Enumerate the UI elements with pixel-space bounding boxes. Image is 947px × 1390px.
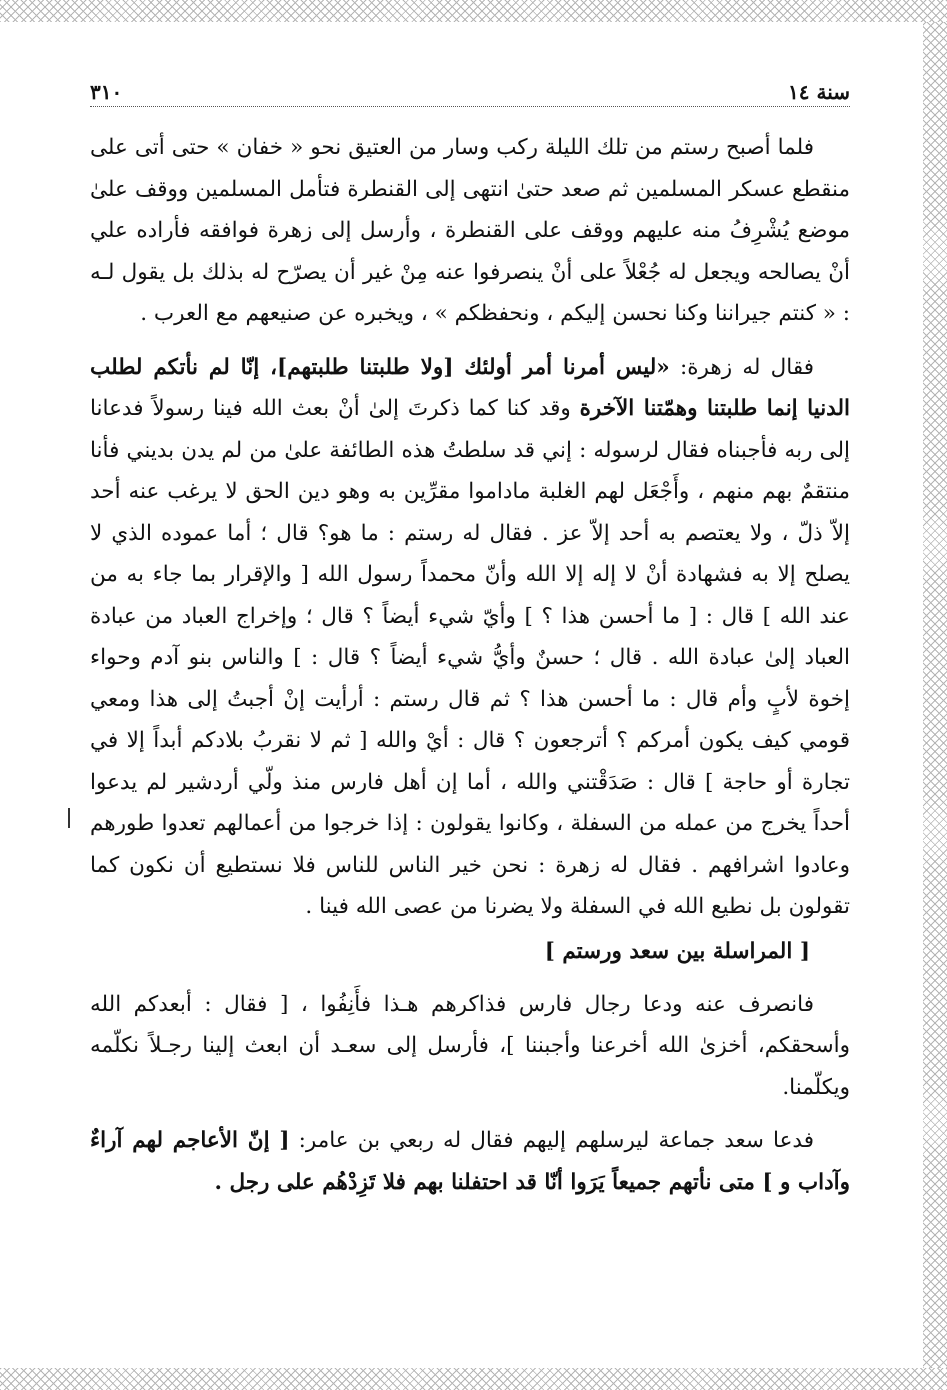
decorative-border-right	[923, 22, 947, 1368]
decorative-border-top	[0, 0, 947, 22]
paragraph-4-bold: [ إنّ الأعاجم لهم آراءٌ وآداب و ] متى نأتهم جميعاً يَرَوا أنّا قد احتفلنا بهم فلا تَزِدْهُم على رجل .	[90, 1128, 850, 1195]
book-page	[90, 80, 850, 1215]
paragraph-4-lead: فدعا سعد جماعة ليرسلهم إليهم فقال له ربعي بن عامر:	[289, 1128, 814, 1153]
paragraph-4	[90, 1120, 850, 1203]
page-number: ٣١٠	[90, 80, 123, 104]
paragraph-2-bold: «ليس أمرنا أمر أولئك [ولا طلبتنا طلبتهم]، إنّا لم نأتكم لطلب الدنيا إنما طلبتنا وهمّتنا الآخرة	[90, 354, 850, 421]
paragraph-2	[90, 347, 850, 928]
paragraph-2-lead: فقال له زهرة:	[680, 354, 814, 380]
paragraph-2-rest: وقد كنا كما ذكرتَ إلىٰ أنْ بعث الله فينا رسولاً فدعانا إلى ربه فأجبناه فقال لرسوله : إني قد سلطتُ هذه الطائفة علىٰ من لم يدن بديني فأنا منتقمٌ بهم منهم ، وأَجْعَل لهم الغلبة ماداموا مقرِّين به وهو دين الحق لا يرغب عنه أحد إلاّ ذلّ ، ولا يعتصم به أحد إلاّ عز . فقال له رستم : ما هو؟ قال ؛ أما عموده الذي لا يصلح إلا به فشهادة أنْ لا إله إلا الله وأنّ محمداً رسول الله [ والإقرار بما جاء به من عند الله ] قال : [ ما أحسن هذا ؟ ] وأيّ شيء أيضاً ؟ قال ؛ وإخراج العباد من عبادة العباد إلىٰ عبادة الله . قال ؛ حسنٌ وأيُّ شيء أيضاً ؟ قال : ] والناس بنو آدم وحواء إخوة لأبٍ وأم قال : ما أحسن هذا ؟ ثم قال رستم : أرأيت إنْ أجبتُ إلى هذا ومعي قومي كيف يكون أمركم ؟ أترجعون ؟ قال : أيْ والله [ ثم لا نقربُ بلادكم أبداً إلا في تجارة أو حاجة ] قال : صَدَقْتني والله ، أما إن أهل فارس منذ ولّي أردشير لم يدعوا أحداً يخرج من عمله من السفلة ، وكانوا يقولون : إذا خرجوا من أعمالهم تعدوا طورهم وعادوا اشرافهم . فقال له زهرة : نحن خير الناس للناس فلا نستطيع أن نكون كما تقولون بل نطيع الله في السفلة ولا يضرنا من عصى الله فينا .	[90, 396, 850, 919]
margin-mark	[68, 808, 70, 828]
header-year: سنة ١٤	[788, 80, 850, 104]
decorative-border-bottom	[0, 1368, 947, 1390]
section-heading: [ المراسلة بين سعد ورستم ]	[544, 938, 810, 964]
paragraph-3: فانصرف عنه ودعا رجال فارس فذاكرهم هـذا فأَنِفُوا ، [ فقال : أبعدكم الله وأسحقكم، أخزىٰ الله أخرعنا وأجبننا ]، فأرسل إلى سعـد أن ابعث إلينا رجـلاً نكلّمه ويكلّمنا.	[90, 991, 850, 1100]
running-header	[90, 80, 850, 107]
paragraph-1: فلما أصبح رستم من تلك الليلة ركب وسار من العتيق نحو « خفان » حتى أتى على منقطع عسكر المسلمين ثم صعد حتىٰ انتهى إلى القنطرة فتأمل المسلمين ووقف علىٰ موضع يُشْرِفُ منه عليهم ووقف على القنطرة ، وأرسل إلى زهرة فوافقه فأراده علي أنْ يصالحه ويجعل له جُعْلاً على أنْ ينصرفوا عنه مِنْ غير أن يصرّح له بذلك بل يقول لـه : « كنتم جيراننا وكنا نحسن إليكم ، ونحفظكم » ، ويخبره عن صنيعهم مع العرب .	[90, 135, 850, 326]
